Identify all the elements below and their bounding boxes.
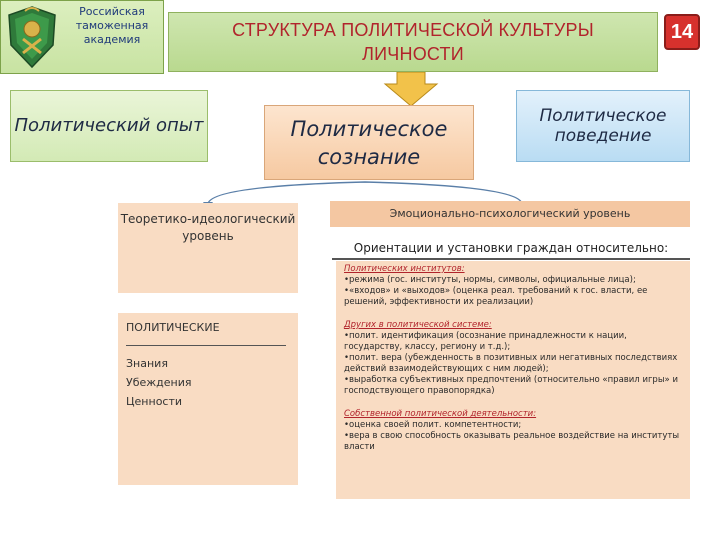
customs-academy-emblem-icon bbox=[5, 5, 59, 71]
section-item: •режима (гос. институты, нормы, символы, официальные лица); bbox=[344, 275, 636, 285]
organization-name: Российская таможенная академия bbox=[75, 5, 149, 46]
section-item: •оценка своей полит. компетентности; bbox=[344, 420, 522, 430]
section-item: •«входов» и «выходов» (оценка реал. требований к гос. власти, ее решений, эффективности их реализации) bbox=[344, 286, 648, 307]
orientations-details-box bbox=[336, 261, 690, 499]
value-item-values: Ценности bbox=[126, 395, 183, 408]
section-others bbox=[344, 320, 682, 397]
title-panel bbox=[168, 12, 658, 72]
emotional-psychological-level-box: Эмоционально-психологический уровень bbox=[330, 201, 690, 227]
section-institutions bbox=[344, 264, 682, 308]
divider bbox=[126, 345, 286, 346]
theoretical-ideological-level-box: Теоретико-идеологический уровень bbox=[118, 203, 298, 293]
section-item: •полит. вера (убежденность в позитивных или негативных последствиях действий взаимодействующих с ним людей); bbox=[344, 353, 678, 374]
value-item-beliefs: Убеждения bbox=[126, 376, 192, 389]
slide-number-badge: 14 bbox=[664, 14, 700, 50]
down-arrow-icon bbox=[383, 72, 439, 108]
section-title: Собственной политической деятельности: bbox=[344, 409, 537, 419]
section-item: •полит. идентификация (осознание принадлежности к нации, государству, классу, региону и т.д.); bbox=[344, 331, 627, 352]
section-title: Политических институтов: bbox=[344, 264, 465, 274]
section-item: •вера в свою способность оказывать реальное воздействие на институты власти bbox=[344, 431, 680, 452]
logo-panel bbox=[0, 0, 164, 74]
slide-title: СТРУКТУРА ПОЛИТИЧЕСКОЙ КУЛЬТУРЫ ЛИЧНОСТИ bbox=[232, 20, 594, 64]
political-values-box bbox=[118, 313, 298, 485]
political-consciousness-box: Политическое сознание bbox=[264, 105, 474, 180]
orientations-heading: Ориентации и установки граждан относительно: bbox=[332, 236, 690, 260]
political-behavior-box: Политическое поведение bbox=[516, 90, 690, 162]
section-item: •выработка субъективных предпочтений (относительно «правил игры» и господствующего правопорядка) bbox=[344, 375, 678, 396]
value-item-knowledge: Знания bbox=[126, 357, 168, 370]
section-own-activity bbox=[344, 409, 682, 453]
values-heading: ПОЛИТИЧЕСКИЕ bbox=[126, 321, 220, 334]
section-title: Других в политической системе: bbox=[344, 320, 492, 330]
political-experience-box: Политический опыт bbox=[10, 90, 208, 162]
